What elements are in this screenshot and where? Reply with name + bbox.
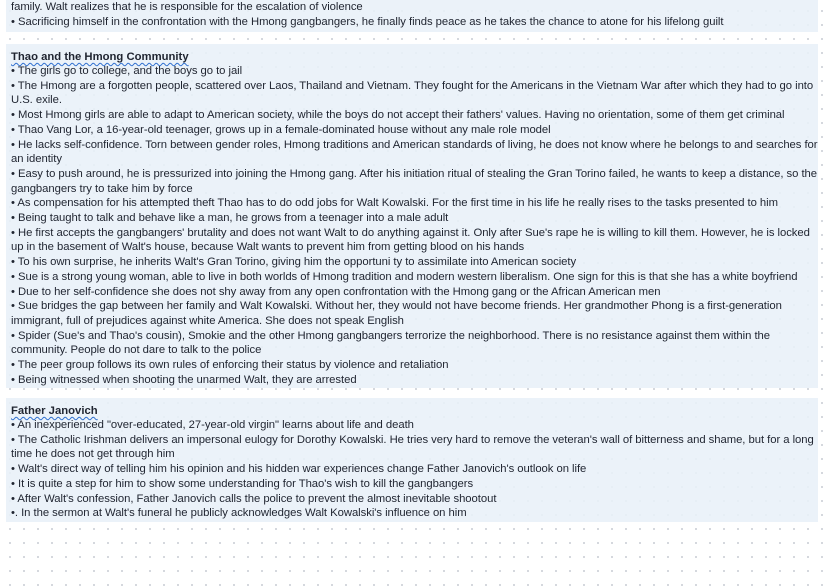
janovich-section-block[interactable] [6, 398, 818, 522]
thao-section-block[interactable] [6, 44, 818, 388]
text-line: community. People do not dare to talk to the police [11, 344, 262, 357]
text-line: • Being witnessed when shooting the unarmed Walt, they are arrested [11, 373, 357, 386]
text-line: immigrant, full of prejudices against white America. She does not speak English [11, 314, 404, 327]
walt-section-block[interactable] [6, 0, 818, 32]
text-line: • It is quite a step for him to show some understanding for Thao's wish to kill the gangbangers [11, 477, 474, 490]
text-line: • Spider (Sue's and Thao's cousin), Smokie and the other Hmong gangbangers terrorize the neighborhood. There is no resistance against them within the [11, 329, 770, 342]
text-line: • Sacrificing himself in the confrontation with the Hmong gangbangers, he finally finds peace as he takes the chance to atone for his lifelong guilt [11, 16, 724, 28]
text-line: • Easy to push around, he is pressurized into joining the Hmong gang. After his initiation ritual of stealing the Gran Torino failed, he wants to keep a distance, so the [11, 167, 818, 180]
text-line: U.S. exile. [11, 94, 62, 107]
text-line: • He lacks self-confidence. Torn between gender roles, Hmong traditions and American standards of living, he does not know where he belongs to and searches for [11, 138, 818, 151]
section-heading-janovich: Father Janovich [11, 405, 98, 417]
text-line: • Being taught to talk and behave like a man, he grows from a teenager into a male adult [11, 212, 449, 225]
text-line: • Sue is a strong young woman, able to live in both worlds of Hmong tradition and modern western liberalism. One sign for this is that she has a white boyfriend [11, 270, 798, 283]
text-line: an identity [11, 153, 62, 166]
text-line: • An inexperienced "over-educated, 27-year-old virgin" learns about life and death [11, 419, 414, 431]
text-line: • He first accepts the gangbangers' brutality and does not want Walt to do anything against it. Only after Sue's rape he is willing to kill them. However, he is locked [11, 226, 810, 239]
text-line: • As compensation for his attempted theft Thao has to do odd jobs for Walt Kowalski. For the first time in his life he really rises to the tasks presented to him [11, 197, 778, 210]
section-heading-thao: Thao and the Hmong Community [11, 51, 189, 63]
text-line: family. Walt realizes that he is responsible for the escalation of violence [11, 1, 363, 13]
text-line: •. In the sermon at Walt's funeral he publicly acknowledges Walt Kowalski's influence on him [11, 507, 467, 520]
text-line: • Due to her self-confidence she does not shy away from any open confrontation with the Hmong gang or the African American men [11, 285, 661, 298]
text-line: • The peer group follows its own rules of enforcing their status by violence and retaliation [11, 359, 449, 372]
text-line: • Most Hmong girls are able to adapt to American society, while the boys do not accept their fathers' values. Having no orientation, some of them get criminal [11, 109, 785, 122]
text-line: • After Walt's confession, Father Janovich calls the police to prevent the almost inevitable shootout [11, 492, 497, 505]
text-line: • The Catholic Irishman delivers an impersonal eulogy for Dorothy Kowalski. He tries very hard to remove the veteran's wall of bitterness and shame, but for a long [11, 433, 814, 446]
text-line: • Thao Vang Lor, a 16-year-old teenager, grows up in a female-dominated house without any male role model [11, 123, 551, 136]
text-line: • To his own surprise, he inherits Walt's Gran Torino, giving him the opportuni ty to assimilate into American society [11, 256, 577, 269]
text-line: • Sue bridges the gap between her family and Walt Kowalski. Without her, they would not have become friends. Her grandmother Phong is a first-generation [11, 300, 782, 313]
text-line: time he does not get through him [11, 448, 175, 461]
text-line: • Walt's direct way of telling him his opinion and his hidden war experiences change Father Janovich's outlook on life [11, 463, 587, 476]
text-line: up in the basement of Walt's house, because Walt wants to prevent him from getting blood on his hands [11, 241, 525, 254]
text-line: • The Hmong are a forgotten people, scattered over Laos, Thailand and Vietnam. They fought for the Americans in the Vietnam War after which they had to go into [11, 79, 814, 92]
text-line: gangbangers try to take him by force [11, 182, 193, 195]
text-line: • The girls go to college, and the boys go to jail [11, 65, 243, 77]
